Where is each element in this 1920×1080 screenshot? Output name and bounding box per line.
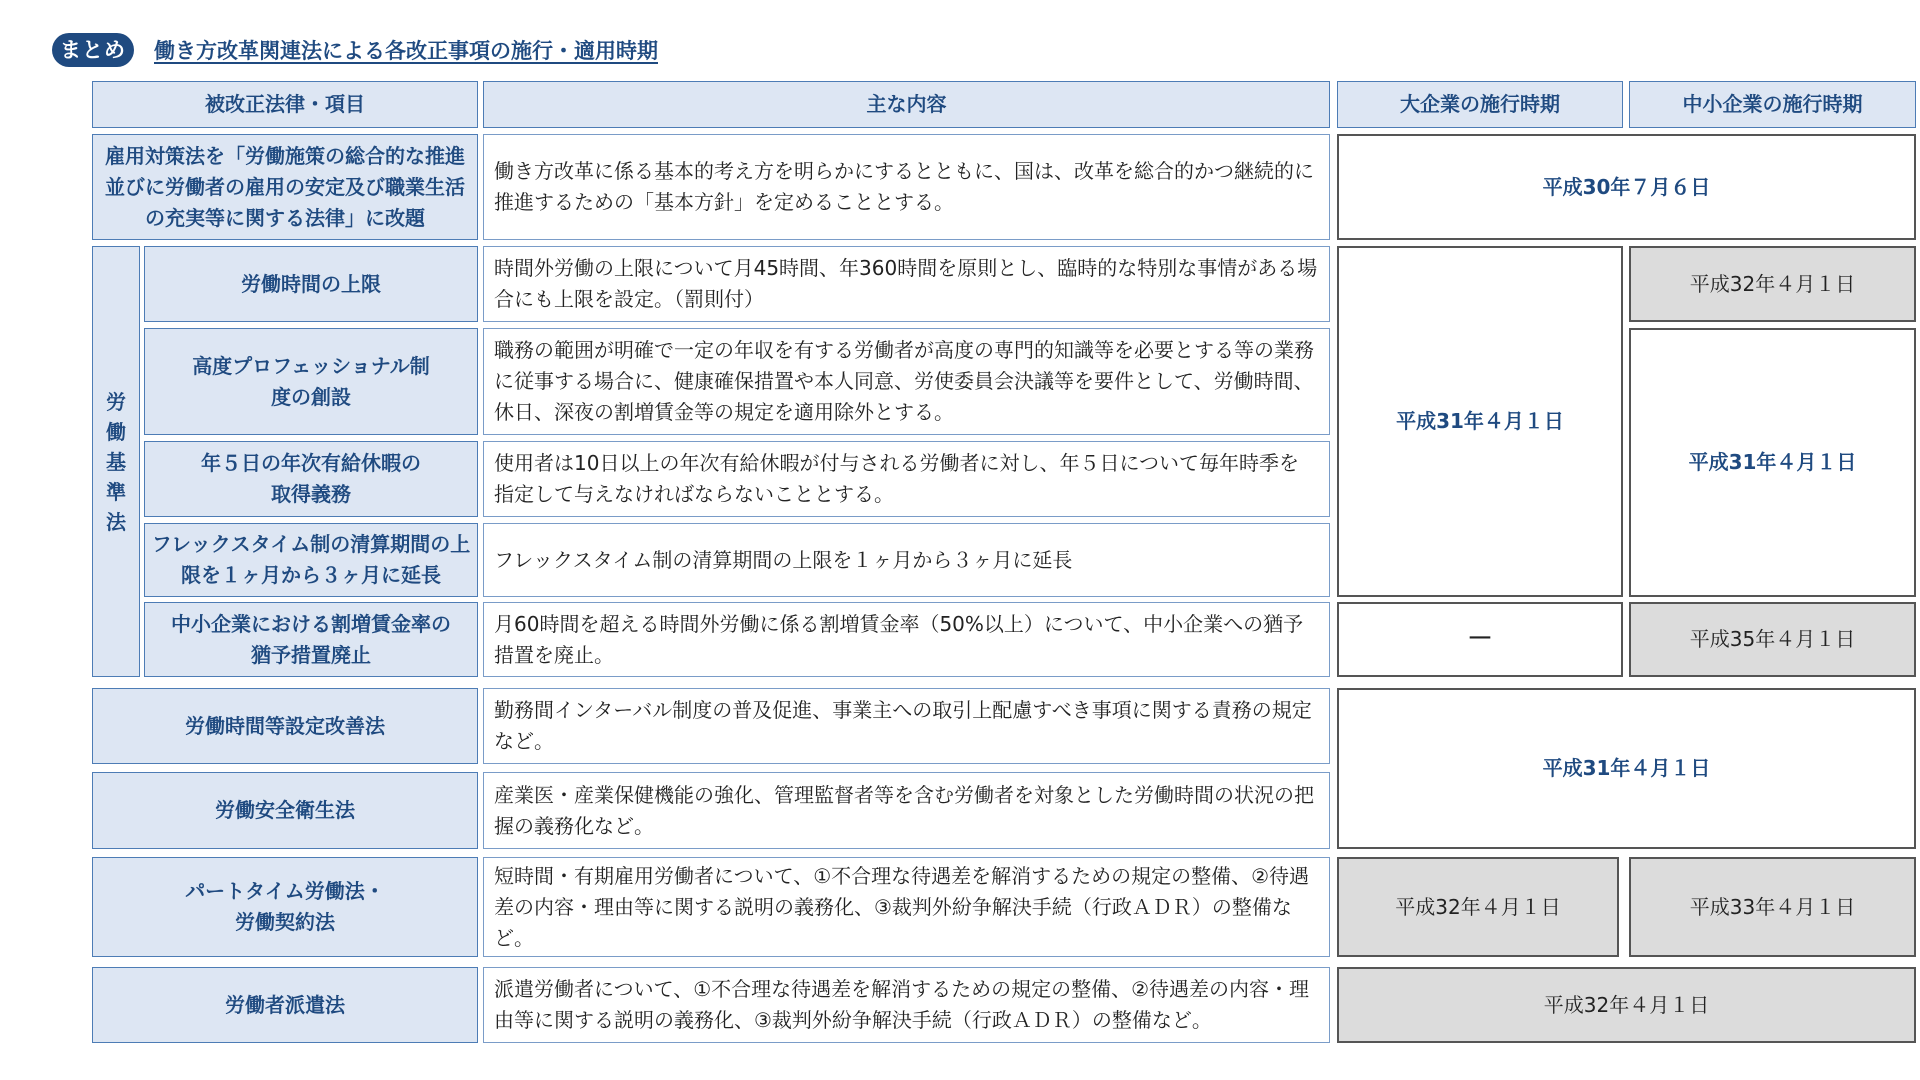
date-koyou: 平成30年７月６日 [1337, 134, 1916, 240]
content-nenkyu: 使用者は10日以上の年次有給休暇が付与される労働者に対し、年５日について毎年時季を指定して与えなければならないこととする。 [483, 441, 1330, 517]
date-chusho-large: － [1337, 602, 1623, 677]
content-jougen: 時間外労働の上限について月45時間、年360時間を原則とし、臨時的な特別な事情がある場合にも上限を設定。（罰則付） [483, 246, 1330, 322]
item-label-jougen: 労働時間の上限 [144, 246, 478, 322]
group-char-4: 準 [106, 479, 126, 504]
group-char-3: 基 [106, 449, 126, 474]
content-koyou: 働き方改革に係る基本的考え方を明らかにするとともに、国は、改革を総合的かつ継続的に推進するための「基本方針」を定めることとする。 [483, 134, 1330, 240]
law-label-anzen: 労働安全衛生法 [92, 772, 478, 849]
item-label-nenkyu: 年５日の年次有給休暇の取得義務 [144, 441, 478, 517]
date-haken: 平成32年４月１日 [1337, 967, 1916, 1043]
date-part-large: 平成32年４月１日 [1337, 857, 1619, 957]
group-char-5: 法 [106, 509, 126, 534]
date-roukihou-sme: 平成31年４月１日 [1629, 328, 1916, 597]
item-label-kodo: 高度プロフェッショナル制度の創設 [144, 328, 478, 435]
content-kodo: 職務の範囲が明確で一定の年収を有する労働者が高度の専門的知識等を必要とする等の業務に従事する場合に、健康確保措置や本人同意、労使委員会決議等を要件として、労働時間、休日、深夜の割増賃金等の規定を適用除外とする。 [483, 328, 1330, 435]
law-label-roudoukijunhou [92, 246, 140, 677]
item-label-flex: フレックスタイム制の清算期間の上限を１ヶ月から３ヶ月に延長 [144, 523, 478, 597]
content-flex: フレックスタイム制の清算期間の上限を１ヶ月から３ヶ月に延長 [483, 523, 1330, 597]
group-char-2: 働 [106, 419, 126, 444]
date-settei-anzen: 平成31年４月１日 [1337, 688, 1916, 849]
content-haken: 派遣労働者について、①不合理な待遇差を解消するための規定の整備、②待遇差の内容・理由等に関する説明の義務化、③裁判外紛争解決手続（行政ＡＤＲ）の整備など。 [483, 967, 1330, 1043]
law-label-koyou: 雇用対策法を「労働施策の総合的な推進並びに労働者の雇用の安定及び職業生活の充実等に関する法律」に改題 [92, 134, 478, 240]
content-anzen: 産業医・産業保健機能の強化、管理監督者等を含む労働者を対象とした労働時間の状況の把握の義務化など。 [483, 772, 1330, 849]
law-label-haken: 労働者派遣法 [92, 967, 478, 1043]
date-part-sme: 平成33年４月１日 [1629, 857, 1916, 957]
header-sme: 中小企業の施行時期 [1629, 81, 1916, 128]
law-label-part: パートタイム労働法・労働契約法 [92, 857, 478, 957]
content-part: 短時間・有期雇用労働者について、①不合理な待遇差を解消するための規定の整備、②待遇差の内容・理由等に関する説明の義務化、③裁判外紛争解決手続（行政ＡＤＲ）の整備など。 [483, 857, 1330, 957]
content-chusho: 月60時間を超える時間外労働に係る割増賃金率（50%以上）について、中小企業への猶予措置を廃止。 [483, 602, 1330, 677]
content-settei: 勤務間インターバル制度の普及促進、事業主への取引上配慮すべき事項に関する責務の規定など。 [483, 688, 1330, 764]
page-title[interactable]: 働き方改革関連法による各改正事項の施行・適用時期 [154, 39, 658, 63]
item-label-chusho: 中小企業における割増賃金率の猶予措置廃止 [144, 602, 478, 677]
summary-badge: まとめ [52, 33, 134, 67]
law-label-settei: 労働時間等設定改善法 [92, 688, 478, 764]
header-law: 被改正法律・項目 [92, 81, 478, 128]
page-header [52, 30, 658, 70]
date-chusho-sme: 平成35年４月１日 [1629, 602, 1916, 677]
group-char-1: 労 [106, 389, 126, 414]
header-content: 主な内容 [483, 81, 1330, 128]
date-jougen-sme: 平成32年４月１日 [1629, 246, 1916, 322]
header-large-company: 大企業の施行時期 [1337, 81, 1623, 128]
date-roukihou-large: 平成31年４月１日 [1337, 246, 1623, 597]
